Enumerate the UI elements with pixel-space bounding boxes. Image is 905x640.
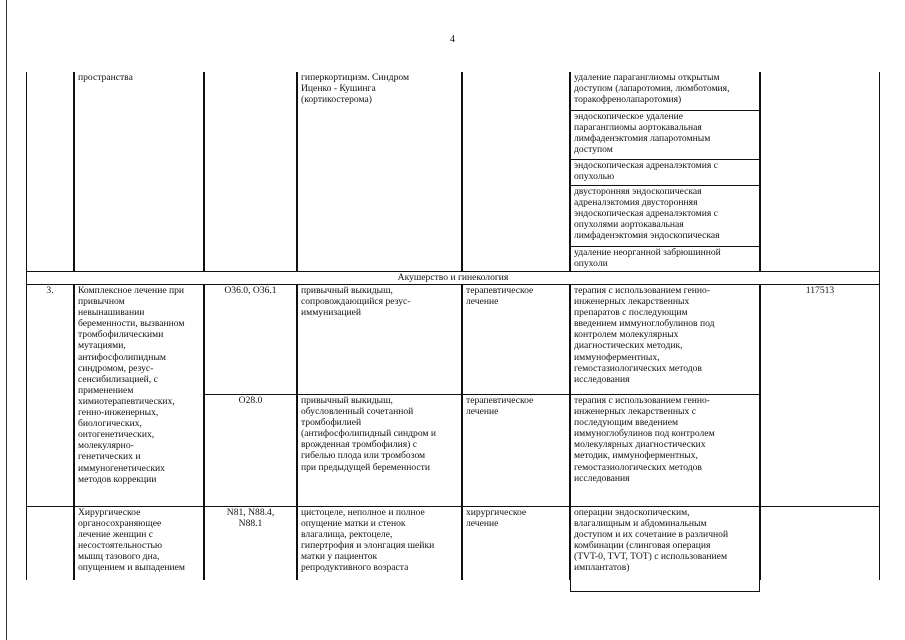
text-line: методик, иммуноферментных, xyxy=(574,450,698,462)
text-line: удаление параганглиомы открытым xyxy=(574,72,720,83)
cell-method-row3-b xyxy=(570,394,760,507)
text-lines xyxy=(574,72,756,105)
text-line: исследования xyxy=(574,472,630,484)
text-line: контролем молекулярных xyxy=(574,329,679,341)
text-line: иммуноферментных, xyxy=(574,351,660,363)
text-line: Комплексное лечение при xyxy=(78,285,185,296)
cell-cost-empty xyxy=(760,72,880,272)
cell-method-4 xyxy=(570,185,760,247)
text-line: матки у пациенток xyxy=(301,551,378,563)
cell-diagnosis-row3-a xyxy=(297,284,462,395)
cell-condition-row3 xyxy=(74,284,204,507)
text-line: гибелью плода или тромбозом xyxy=(301,450,426,462)
text-lines xyxy=(466,395,566,417)
text-line: беременности, вызванном xyxy=(78,318,185,330)
cell-method-3 xyxy=(570,159,760,186)
cell-method-row4 xyxy=(570,506,760,592)
text-lines xyxy=(574,285,756,385)
text-line: привычном xyxy=(78,296,125,308)
text-lines xyxy=(301,395,458,473)
text-line: имплантатов) xyxy=(574,562,630,574)
text-line: хирургическое xyxy=(466,507,527,518)
text-line: эндоскопическая адреналэктомия с xyxy=(574,160,718,171)
text-line: химиотерапевтических, xyxy=(78,395,175,407)
text-line: обусловленный сочетанной xyxy=(301,406,414,418)
text-line: влагалищным и абдоминальным xyxy=(574,518,707,530)
text-line: иммунизацией xyxy=(301,307,362,319)
text-lines xyxy=(574,247,756,269)
text-line: доступом (лапаротомия, люмботомия, xyxy=(574,83,730,95)
cell-method-row3-a xyxy=(570,284,760,395)
cell-number-row4 xyxy=(26,506,74,580)
text-line: мышц тазового дна, xyxy=(78,551,160,563)
text-line: синдромом, резус- xyxy=(78,362,154,374)
text-line: опущением и выпадением xyxy=(78,562,186,574)
text-line: диагностических методик, xyxy=(574,340,683,352)
text-line: лечение xyxy=(466,296,499,308)
text-lines xyxy=(301,72,458,105)
text-line: инженерных лекарственных с xyxy=(574,406,696,418)
cell-type-row3-b xyxy=(462,394,570,507)
text-line: инженерных лекарственных xyxy=(574,296,690,308)
text-line: методов коррекции xyxy=(78,473,157,485)
text-line: сенсибилизацией, с xyxy=(78,373,158,385)
cell-condition-row4 xyxy=(74,506,204,580)
text-lines xyxy=(574,186,756,241)
text-line: опухолью xyxy=(574,171,615,183)
text-line: опущение матки и стенок xyxy=(301,518,406,530)
text-line: влагалища, ректоцеле, xyxy=(301,529,393,541)
text-line: иммуноглобулинов под контролем xyxy=(574,428,715,440)
text-line: последующим введением xyxy=(574,417,679,429)
cell-type-empty xyxy=(462,72,570,272)
text-lines xyxy=(78,285,200,485)
text-line: привычный выкидыш, xyxy=(301,395,393,406)
text-line: препаратов с последующим xyxy=(574,307,688,319)
text-lines xyxy=(574,160,756,182)
row-number: 3. xyxy=(26,284,74,507)
text-line: N88.1 xyxy=(238,518,263,530)
cell-codes-row3-b xyxy=(204,394,297,507)
text-line: N81, N88.4, xyxy=(226,507,275,518)
text-line: применением xyxy=(78,384,134,396)
text-line: мутациями, xyxy=(78,340,126,352)
cell-diagnosis-row3-b xyxy=(297,394,462,507)
text-line: биологических, xyxy=(78,418,142,430)
page-number: 4 xyxy=(450,34,455,45)
text-line: репродуктивного возраста xyxy=(301,562,409,574)
text-lines xyxy=(466,507,566,529)
cell-cost-row4 xyxy=(760,506,880,580)
text-line: тромбофилическими xyxy=(78,329,164,341)
text-line: генно-инженерных, xyxy=(78,407,159,419)
text-line: лечение xyxy=(466,518,499,530)
cell-number-empty xyxy=(26,72,74,272)
text-line: двусторонняя эндоскопическая xyxy=(574,186,702,197)
text-line: пространства xyxy=(78,72,133,83)
text-line: торакофренолапаротомия) xyxy=(574,94,682,106)
text-line: антифосфолипидным xyxy=(78,351,166,363)
text-line: доступом xyxy=(574,144,613,156)
text-line: исследования xyxy=(574,373,630,385)
text-lines xyxy=(301,285,458,318)
text-line: комбинации (слинговая операция xyxy=(574,540,711,552)
cell-diagnosis-continuation xyxy=(297,72,462,272)
text-line: гиперкортицизм. Синдром xyxy=(301,72,410,83)
text-line: органосохраняющее xyxy=(78,518,162,530)
text-lines xyxy=(208,395,293,406)
text-lines xyxy=(574,395,756,484)
cell-method-1 xyxy=(570,72,760,111)
text-line: опухолями аортокавальная xyxy=(574,219,684,231)
text-line: терапия с использованием генно- xyxy=(574,395,710,406)
cell-type-row4 xyxy=(462,506,570,580)
text-line: онтогенетических, xyxy=(78,429,155,441)
text-line: лечение xyxy=(466,406,499,418)
text-line: лимфаденэктомия лапаротомным xyxy=(574,133,711,145)
text-line: доступом и их сочетание в различной xyxy=(574,529,729,541)
text-line: гипертрофия и элонгация шейки xyxy=(301,540,435,552)
text-line: O36.0, O36.1 xyxy=(224,285,277,296)
text-line: введением иммуноглобулинов под xyxy=(574,318,715,330)
cell-method-2 xyxy=(570,110,760,160)
text-line: несостоятельностью xyxy=(78,540,163,552)
text-line: терапевтическое xyxy=(466,395,534,406)
cell-condition-continuation xyxy=(74,72,204,272)
text-line: гемостазиологических методов xyxy=(574,362,702,374)
text-line: гемостазиологических методов xyxy=(574,461,702,473)
text-line: Хирургическое xyxy=(78,507,141,518)
text-line: (кортикостерома) xyxy=(301,94,372,106)
text-line: удаление неорганной забрюшинной xyxy=(574,247,721,258)
text-line: иммуногенетических xyxy=(78,462,165,474)
text-line: опухоли xyxy=(574,258,608,270)
section-title: Акушерство и гинекология xyxy=(26,271,880,285)
text-line: сопровождающийся резус- xyxy=(301,296,411,308)
cell-cost-row3: 117513 xyxy=(760,284,880,507)
text-lines xyxy=(78,72,200,83)
text-line: операции эндоскопическим, xyxy=(574,507,690,518)
text-line: лимфаденэктомия эндоскопическая xyxy=(574,230,720,242)
text-lines xyxy=(574,111,756,155)
page-left-edge xyxy=(6,0,7,640)
text-lines xyxy=(301,507,458,574)
cell-codes-row4 xyxy=(204,506,297,580)
text-line: молекулярных диагностических xyxy=(574,439,706,451)
text-lines xyxy=(78,507,200,574)
text-line: невынашивании xyxy=(78,307,145,319)
cell-diagnosis-row4 xyxy=(297,506,462,580)
text-line: генетических и xyxy=(78,451,141,463)
text-line: эндоскопическое удаление xyxy=(574,111,683,122)
text-lines xyxy=(208,507,293,529)
text-line: лечение женщин с xyxy=(78,529,154,541)
cell-codes-row3-a xyxy=(204,284,297,395)
text-line: Иценко - Кушинга xyxy=(301,83,376,95)
text-line: привычный выкидыш, xyxy=(301,285,393,296)
text-line: (антифосфолипидный синдром и xyxy=(301,428,437,440)
text-line: терапевтическое xyxy=(466,285,534,296)
cell-type-row3-a xyxy=(462,284,570,395)
text-lines xyxy=(208,285,293,296)
cell-method-5 xyxy=(570,246,760,272)
text-line: параганглиомы аортокавальная xyxy=(574,122,702,134)
text-line: молекулярно- xyxy=(78,440,134,452)
cell-codes-empty xyxy=(204,72,297,272)
text-line: (TVT-0, TVT, TOT) с использованием xyxy=(574,551,728,563)
text-line: O28.0 xyxy=(238,395,263,406)
text-line: при предыдущей беременности xyxy=(301,461,430,473)
text-line: цистоцеле, неполное и полное xyxy=(301,507,425,518)
text-line: тромбофилией xyxy=(301,417,362,429)
text-lines xyxy=(574,507,756,574)
text-line: адреналэктомия двусторонняя xyxy=(574,197,698,209)
text-line: врожденная тромбофилия) с xyxy=(301,439,417,451)
text-line: эндоскопическая адреналэктомия с xyxy=(574,208,718,220)
text-lines xyxy=(466,285,566,307)
text-line: терапия с использованием генно- xyxy=(574,285,710,296)
